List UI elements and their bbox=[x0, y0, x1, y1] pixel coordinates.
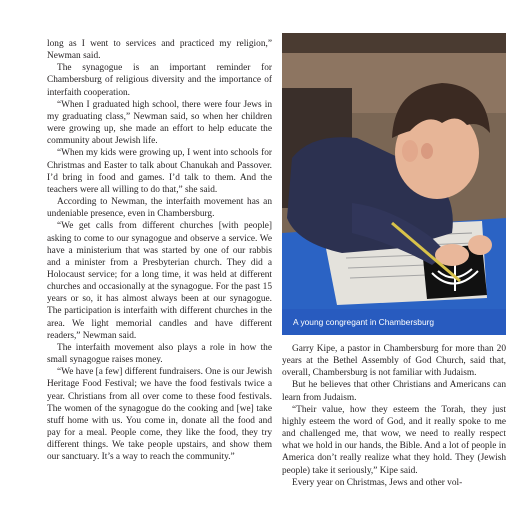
paragraph: Every year on Christmas, Jews and other vol- bbox=[292, 477, 463, 488]
paragraph: According to Newman, the interfaith movement has an undeniable presence, even in Chambersburg. bbox=[47, 197, 272, 220]
photo-illustration bbox=[282, 33, 506, 335]
paragraph: “We get calls from different churches [with people] asking to come to our synagogue and observe a service. We have a ministerium that was started by one of our rabbis and a minister from a Presbyterian church. They did a Holocaust service; for a long time, it was held at different churches and occasionally at the synagogue. For the past 15 years or so, it has almost always been at our synagogue. The participation is interfaith with different churches in the area. We light memorial candles and have different readers,” Newman said. bbox=[47, 221, 272, 341]
paragraph: The interfaith movement also plays a role in how the small synagogue raises money. bbox=[47, 342, 272, 366]
paragraph: Garry Kipe, a pastor in Chambersburg for more than 20 years at the Bethel Assembly of God Church, said that, overall, Chambersburg is not familiar with Judaism. bbox=[282, 344, 506, 379]
paragraph: But he believes that other Christians and Americans can learn from Judaism. bbox=[282, 380, 506, 403]
paragraph: “When I graduated high school, there were four Jews in my graduating class,” Newman said, so when her children were growing up, she made an effort to help educate the community about Jewish life. bbox=[47, 99, 272, 147]
paragraph: “We have [a few] different fundraisers. One is our Jewish Heritage Food Festival; we have the food festivals twice a year. Christians from all over come to these food festivals. The women of the synagogue do the cooking and [we] take stuff home with us. You come in, donate all the food and pay for a meal. People come, they like the food, they try different things. We take people upstairs, and show them our sanctuary. It’s a way to reach the community.” bbox=[47, 367, 272, 463]
paragraph: long as I went to services and practiced my religion,” Newman said. bbox=[47, 39, 272, 62]
paragraph: The synagogue is an important reminder for Chambersburg of religious diversity and the importance of interfaith cooperation. bbox=[47, 63, 272, 98]
paragraph: “When my kids were growing up, I went into schools for Christmas and Easter to talk about Chanukah and Passover. I’d bring in food and games. I’d talk to them. And the teachers were all willing to do that,” she said. bbox=[47, 148, 272, 195]
paragraph: “Their value, how they esteem the Torah, they just highly esteem the word of God, and it really spoke to me and challenged me, that wow, we need to really respect what we hold in our hands, the Bible. And a lot of people in America don’t really realize what they hold. They (Jewish people) take it seriously,” Kipe said. bbox=[282, 404, 506, 476]
article-photo bbox=[282, 33, 506, 335]
photo-caption: A young congregant in Chambersburg bbox=[282, 309, 506, 335]
right-text-column bbox=[282, 343, 506, 489]
left-text-column bbox=[47, 38, 272, 463]
